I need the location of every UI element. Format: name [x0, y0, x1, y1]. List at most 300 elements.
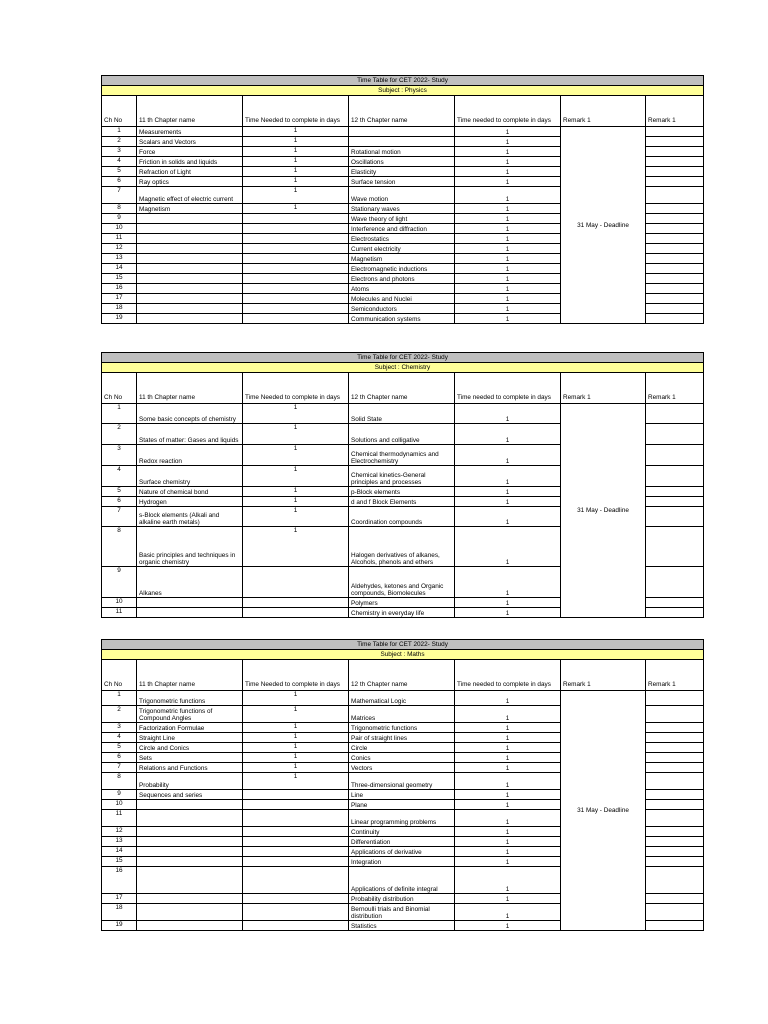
days-11 [243, 894, 349, 904]
table-row [102, 691, 704, 706]
chapter-12-name: Surface tension [349, 177, 455, 187]
remark-cell [646, 254, 704, 264]
chapter-12-name: Magnetism [349, 254, 455, 264]
remark-cell [646, 497, 704, 507]
remark-cell [646, 691, 704, 706]
days-12: 1 [455, 314, 561, 324]
days-11: 1 [243, 773, 349, 790]
subject-label: Subject : Chemistry [102, 363, 704, 373]
days-12: 1 [455, 204, 561, 214]
days-11: 1 [243, 527, 349, 567]
days-11 [243, 264, 349, 274]
remark-cell [646, 743, 704, 753]
chapter-11-name [137, 284, 243, 294]
chapter-number: 15 [102, 274, 137, 284]
days-11 [243, 810, 349, 827]
days-12: 1 [455, 527, 561, 567]
chapter-11-name [137, 827, 243, 837]
table-title: Time Table for CET 2022- Study [102, 76, 704, 86]
chapter-11-name: Some basic concepts of chemistry [137, 404, 243, 424]
chapter-11-name: Trigonometric functions of Compound Angles [137, 706, 243, 723]
physics-timetable [101, 75, 703, 324]
remark-cell [646, 507, 704, 527]
chapter-number: 8 [102, 527, 137, 567]
days-12: 1 [455, 274, 561, 284]
remark-cell [646, 314, 704, 324]
chapter-11-name: Sets [137, 753, 243, 763]
remark-cell [646, 867, 704, 894]
remark-cell [646, 445, 704, 466]
chapter-12-name: Chemical kinetics-General principles and processes [349, 466, 455, 487]
chapter-12-name: Coordination compounds [349, 507, 455, 527]
days-11: 1 [243, 466, 349, 487]
chapter-12-name: Pair of straight lines [349, 733, 455, 743]
chapter-11-name [137, 857, 243, 867]
chapter-11-name: Friction in solids and liquids [137, 157, 243, 167]
days-12: 1 [455, 800, 561, 810]
chapter-number: 17 [102, 894, 137, 904]
chapter-number: 1 [102, 404, 137, 424]
column-header: 11 th Chapter name [137, 660, 243, 691]
chapter-11-name: Sequences and series [137, 790, 243, 800]
chapter-11-name [137, 314, 243, 324]
column-header: 12 th Chapter name [349, 96, 455, 127]
chapter-number: 9 [102, 214, 137, 224]
days-12: 1 [455, 608, 561, 618]
days-11: 1 [243, 733, 349, 743]
days-11 [243, 904, 349, 921]
chapter-number: 16 [102, 284, 137, 294]
days-12: 1 [455, 304, 561, 314]
chapter-11-name: Straight Line [137, 733, 243, 743]
days-11 [243, 274, 349, 284]
column-header: Time needed to complete in days [455, 660, 561, 691]
chapter-12-name: Integration [349, 857, 455, 867]
chapter-12-name: Atoms [349, 284, 455, 294]
remark-cell [646, 147, 704, 157]
days-11: 1 [243, 177, 349, 187]
days-11 [243, 608, 349, 618]
timetable [101, 352, 704, 618]
days-11: 1 [243, 424, 349, 445]
chapter-12-name: Line [349, 790, 455, 800]
days-12: 1 [455, 847, 561, 857]
chapter-11-name [137, 244, 243, 254]
chapter-12-name: d and f Block Elements [349, 497, 455, 507]
days-11: 1 [243, 167, 349, 177]
chapter-11-name: Refraction of Light [137, 167, 243, 177]
remark-cell [646, 466, 704, 487]
subject-label: Subject : Physics [102, 86, 704, 96]
chapter-number: 2 [102, 706, 137, 723]
remark-cell [646, 167, 704, 177]
chapter-number: 3 [102, 723, 137, 733]
chapter-12-name: Rotational motion [349, 147, 455, 157]
remark-cell [646, 127, 704, 137]
days-12: 1 [455, 187, 561, 204]
chapter-number: 2 [102, 424, 137, 445]
chapter-number: 8 [102, 204, 137, 214]
days-12: 1 [455, 691, 561, 706]
chapter-number: 11 [102, 608, 137, 618]
chapter-11-name: Hydrogen [137, 497, 243, 507]
chapter-12-name: Chemical thermodynamics and Electrochemistry [349, 445, 455, 466]
remark-cell [646, 608, 704, 618]
chapter-12-name: Stationary waves [349, 204, 455, 214]
chapter-11-name [137, 921, 243, 931]
days-11: 1 [243, 763, 349, 773]
column-header: Ch No [102, 373, 137, 404]
timetable [101, 639, 704, 931]
chapter-11-name [137, 274, 243, 284]
chapter-number: 6 [102, 177, 137, 187]
days-12: 1 [455, 466, 561, 487]
column-header: Remark 1 [646, 373, 704, 404]
days-11 [243, 214, 349, 224]
remark-cell [646, 224, 704, 234]
chapter-number: 3 [102, 147, 137, 157]
column-header: Remark 1 [561, 96, 646, 127]
remark-cell [646, 294, 704, 304]
column-header: Ch No [102, 660, 137, 691]
days-12: 1 [455, 487, 561, 497]
chapter-11-name [137, 234, 243, 244]
chapter-12-name: Chemistry in everyday life [349, 608, 455, 618]
chapter-11-name [137, 894, 243, 904]
table-title: Time Table for CET 2022- Study [102, 640, 704, 650]
days-11: 1 [243, 507, 349, 527]
remark-cell [646, 763, 704, 773]
chapter-number: 15 [102, 857, 137, 867]
remark-cell [646, 177, 704, 187]
chapter-number: 13 [102, 254, 137, 264]
chapter-number: 19 [102, 921, 137, 931]
chapter-11-name: Circle and Conics [137, 743, 243, 753]
column-header: 12 th Chapter name [349, 373, 455, 404]
remark-cell [646, 264, 704, 274]
chapter-11-name: States of matter: Gases and liquids [137, 424, 243, 445]
chapter-12-name: Elasticity [349, 167, 455, 177]
days-11 [243, 294, 349, 304]
chapter-12-name: Wave motion [349, 187, 455, 204]
days-11 [243, 224, 349, 234]
remark-cell [646, 904, 704, 921]
remark-cell [646, 857, 704, 867]
days-11: 1 [243, 187, 349, 204]
chapter-12-name: Continuity [349, 827, 455, 837]
table-row [102, 404, 704, 424]
remark-cell [646, 527, 704, 567]
chapter-12-name: Conics [349, 753, 455, 763]
table-row [102, 127, 704, 137]
chapter-12-name: Linear programming problems [349, 810, 455, 827]
days-11: 1 [243, 147, 349, 157]
chapter-number: 2 [102, 137, 137, 147]
subject-label: Subject : Maths [102, 650, 704, 660]
days-12: 1 [455, 894, 561, 904]
chapter-11-name: Scalars and Vectors [137, 137, 243, 147]
days-12: 1 [455, 264, 561, 274]
chapter-12-name: Electromagnetic inductions [349, 264, 455, 274]
days-11 [243, 284, 349, 294]
chemistry-timetable [101, 352, 703, 618]
chapter-12-name: Mathematical Logic [349, 691, 455, 706]
remark-cell [646, 487, 704, 497]
days-12: 1 [455, 743, 561, 753]
days-12: 1 [455, 147, 561, 157]
column-header: Time needed to complete in days [455, 96, 561, 127]
days-12: 1 [455, 810, 561, 827]
days-11: 1 [243, 137, 349, 147]
remark-cell [646, 810, 704, 827]
days-12: 1 [455, 867, 561, 894]
chapter-12-name: Solid State [349, 404, 455, 424]
days-11: 1 [243, 497, 349, 507]
chapter-number: 7 [102, 507, 137, 527]
chapter-12-name: Polymers [349, 598, 455, 608]
chapter-number: 9 [102, 790, 137, 800]
days-11 [243, 314, 349, 324]
remark-cell [646, 424, 704, 445]
days-11 [243, 827, 349, 837]
remark-cell [646, 753, 704, 763]
remark-cell [646, 404, 704, 424]
days-11: 1 [243, 204, 349, 214]
days-11 [243, 857, 349, 867]
days-12: 1 [455, 167, 561, 177]
days-11 [243, 800, 349, 810]
chapter-number: 19 [102, 314, 137, 324]
days-12: 1 [455, 790, 561, 800]
days-11 [243, 837, 349, 847]
chapter-number: 3 [102, 445, 137, 466]
chapter-12-name: Semiconductors [349, 304, 455, 314]
remark-cell [646, 706, 704, 723]
chapter-11-name [137, 214, 243, 224]
days-12: 1 [455, 827, 561, 837]
column-header: Remark 1 [646, 660, 704, 691]
chapter-12-name: p-Block elements [349, 487, 455, 497]
chapter-11-name [137, 264, 243, 274]
days-12: 1 [455, 497, 561, 507]
chapter-number: 6 [102, 753, 137, 763]
chapter-12-name: Oscillations [349, 157, 455, 167]
days-11 [243, 567, 349, 598]
days-11 [243, 790, 349, 800]
days-11 [243, 234, 349, 244]
days-11: 1 [243, 743, 349, 753]
remark-cell [646, 234, 704, 244]
chapter-number: 1 [102, 127, 137, 137]
remark-cell [646, 827, 704, 837]
remark-cell [646, 847, 704, 857]
chapter-12-name: Wave theory of light [349, 214, 455, 224]
chapter-number: 12 [102, 244, 137, 254]
days-11: 1 [243, 127, 349, 137]
chapter-number: 4 [102, 466, 137, 487]
chapter-number: 18 [102, 904, 137, 921]
column-header: 12 th Chapter name [349, 660, 455, 691]
chapter-12-name: Probability distribution [349, 894, 455, 904]
chapter-11-name [137, 867, 243, 894]
chapter-11-name: Basic principles and techniques in organic chemistry [137, 527, 243, 567]
chapter-12-name: Applications of derivative [349, 847, 455, 857]
chapter-number: 9 [102, 567, 137, 598]
days-12: 1 [455, 773, 561, 790]
deadline-remark: 31 May - Deadline [561, 127, 646, 324]
days-11 [243, 254, 349, 264]
days-12: 1 [455, 254, 561, 264]
remark-cell [646, 800, 704, 810]
remark-cell [646, 157, 704, 167]
column-header: Time Needed to complete in days [243, 660, 349, 691]
remark-cell [646, 187, 704, 204]
column-header: Time needed to complete in days [455, 373, 561, 404]
chapter-11-name [137, 254, 243, 264]
days-12: 1 [455, 244, 561, 254]
chapter-number: 10 [102, 598, 137, 608]
remark-cell [646, 137, 704, 147]
days-12: 1 [455, 567, 561, 598]
chapter-12-name: Molecules and Nuclei [349, 294, 455, 304]
chapter-11-name: Alkanes [137, 567, 243, 598]
days-12: 1 [455, 177, 561, 187]
chapter-11-name: Nature of chemical bond [137, 487, 243, 497]
chapter-number: 10 [102, 800, 137, 810]
days-11 [243, 921, 349, 931]
days-12: 1 [455, 137, 561, 147]
chapter-number: 5 [102, 167, 137, 177]
remark-cell [646, 304, 704, 314]
remark-cell [646, 837, 704, 847]
chapter-11-name [137, 837, 243, 847]
days-12: 1 [455, 733, 561, 743]
days-12: 1 [455, 234, 561, 244]
days-11: 1 [243, 404, 349, 424]
days-12: 1 [455, 284, 561, 294]
days-11 [243, 244, 349, 254]
days-11 [243, 304, 349, 314]
chapter-11-name [137, 598, 243, 608]
remark-cell [646, 274, 704, 284]
column-header: Remark 1 [561, 373, 646, 404]
days-11 [243, 847, 349, 857]
chapter-11-name [137, 304, 243, 314]
chapter-number: 5 [102, 487, 137, 497]
remark-cell [646, 284, 704, 294]
chapter-11-name [137, 847, 243, 857]
chapter-number: 1 [102, 691, 137, 706]
chapter-11-name [137, 800, 243, 810]
days-11: 1 [243, 157, 349, 167]
chapter-12-name: Halogen derivatives of alkanes, Alcohols, phenols and ethers [349, 527, 455, 567]
column-header: 11 th Chapter name [137, 96, 243, 127]
remark-cell [646, 790, 704, 800]
remark-cell [646, 921, 704, 931]
chapter-number: 12 [102, 827, 137, 837]
chapter-number: 14 [102, 847, 137, 857]
deadline-remark: 31 May - Deadline [561, 691, 646, 931]
chapter-number: 14 [102, 264, 137, 274]
chapter-11-name: Measurements [137, 127, 243, 137]
chapter-12-name: Matrices [349, 706, 455, 723]
chapter-number: 8 [102, 773, 137, 790]
chapter-12-name: Circle [349, 743, 455, 753]
days-12: 1 [455, 706, 561, 723]
remark-cell [646, 244, 704, 254]
chapter-12-name [349, 137, 455, 147]
chapter-12-name: Three-dimensional geometry [349, 773, 455, 790]
chapter-11-name: Trigonometric functions [137, 691, 243, 706]
chapter-11-name [137, 294, 243, 304]
chapter-11-name [137, 904, 243, 921]
chapter-number: 18 [102, 304, 137, 314]
remark-cell [646, 894, 704, 904]
chapter-11-name: Magnetic effect of electric current [137, 187, 243, 204]
column-header: Ch No [102, 96, 137, 127]
remark-cell [646, 567, 704, 598]
chapter-number: 10 [102, 224, 137, 234]
remark-cell [646, 214, 704, 224]
remark-cell [646, 773, 704, 790]
chapter-12-name: Differentiation [349, 837, 455, 847]
days-12: 1 [455, 507, 561, 527]
chapter-number: 16 [102, 867, 137, 894]
days-12: 1 [455, 921, 561, 931]
days-12: 1 [455, 424, 561, 445]
deadline-remark: 31 May - Deadline [561, 404, 646, 618]
remark-cell [646, 733, 704, 743]
chapter-11-name: Probability [137, 773, 243, 790]
chapter-12-name: Electrostatics [349, 234, 455, 244]
chapter-11-name: Surface chemistry [137, 466, 243, 487]
days-12: 1 [455, 224, 561, 234]
days-11 [243, 867, 349, 894]
remark-cell [646, 204, 704, 214]
chapter-number: 11 [102, 234, 137, 244]
chapter-number: 11 [102, 810, 137, 827]
days-12: 1 [455, 404, 561, 424]
chapter-11-name [137, 224, 243, 234]
chapter-11-name: Redox reaction [137, 445, 243, 466]
days-11: 1 [243, 706, 349, 723]
days-11: 1 [243, 691, 349, 706]
chapter-number: 5 [102, 743, 137, 753]
chapter-number: 7 [102, 763, 137, 773]
chapter-12-name: Interference and diffraction [349, 224, 455, 234]
chapter-12-name: Bernoulli trials and Binomial distribution [349, 904, 455, 921]
chapter-11-name: Force [137, 147, 243, 157]
chapter-number: 7 [102, 187, 137, 204]
remark-cell [646, 598, 704, 608]
chapter-number: 17 [102, 294, 137, 304]
table-title: Time Table for CET 2022- Study [102, 353, 704, 363]
chapter-12-name: Communication systems [349, 314, 455, 324]
days-11 [243, 598, 349, 608]
chapter-12-name: Trigonometric functions [349, 723, 455, 733]
days-12: 1 [455, 598, 561, 608]
days-12: 1 [455, 445, 561, 466]
remark-cell [646, 723, 704, 733]
column-header: Remark 1 [561, 660, 646, 691]
chapter-12-name [349, 127, 455, 137]
days-12: 1 [455, 127, 561, 137]
chapter-12-name: Aldehydes, ketones and Organic compounds, Biomolecules [349, 567, 455, 598]
chapter-11-name [137, 608, 243, 618]
days-12: 1 [455, 723, 561, 733]
chapter-11-name: Factorization Formulae [137, 723, 243, 733]
timetable [101, 75, 704, 324]
